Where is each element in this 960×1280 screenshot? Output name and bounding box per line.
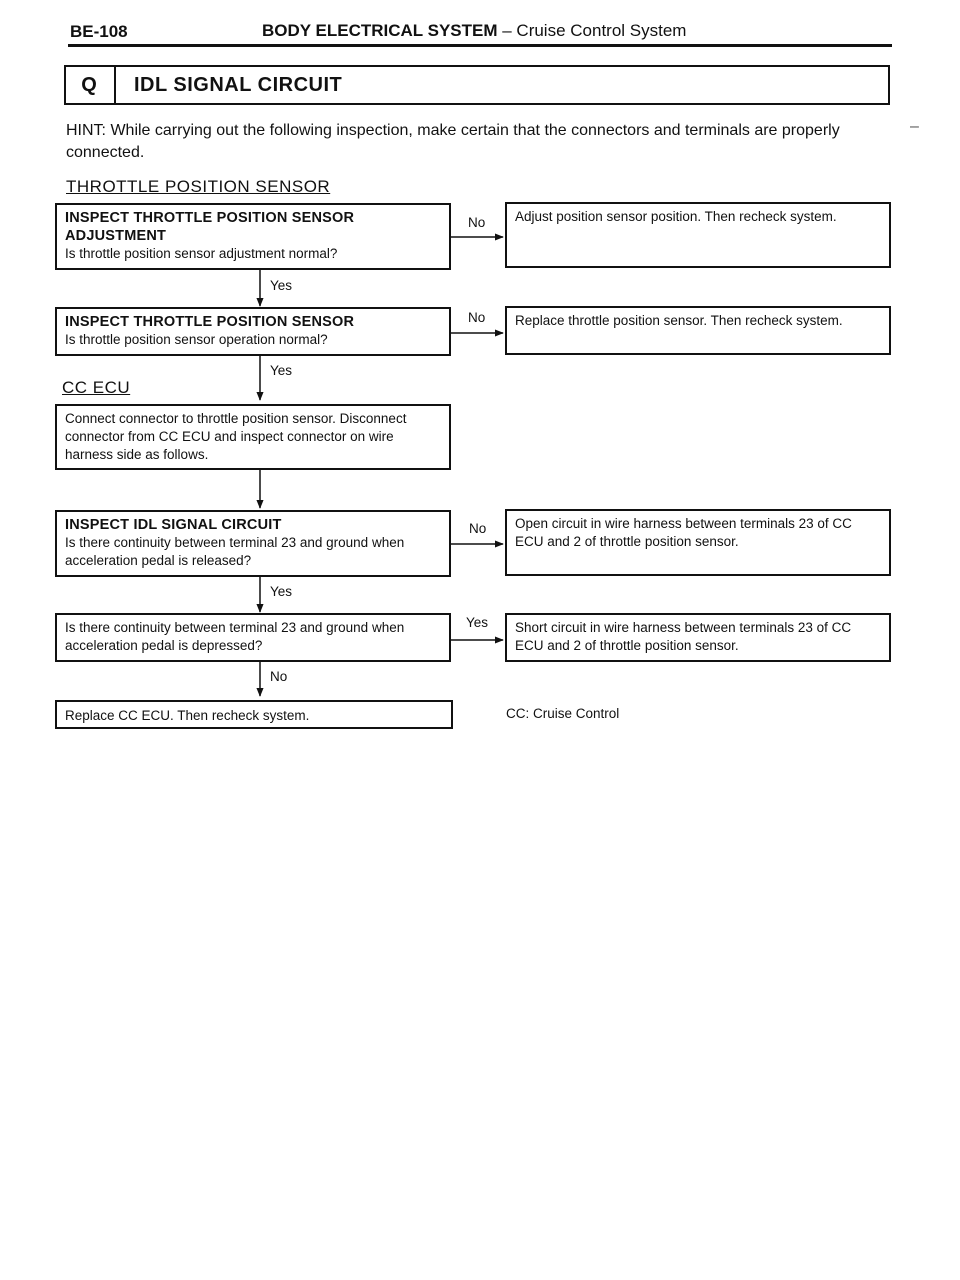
step5-question: Is there continuity between terminal 23 and ground when acceleration pedal is depressed?: [65, 620, 405, 653]
result5-text: Short circuit in wire harness between terminals 23 of CC ECU and 2 of throttle position sensor.: [515, 620, 852, 653]
step1-question: Is throttle position sensor adjustment normal?: [65, 246, 338, 261]
header-title-rest: – Cruise Control System: [497, 21, 687, 40]
down-label-step1: Yes: [270, 278, 293, 293]
step4-box: [55, 510, 451, 577]
section-letter: Q: [64, 65, 116, 105]
step6-box: [55, 700, 453, 729]
result4-text: Open circuit in wire harness between terminals 23 of CC ECU and 2 of throttle position sensor.: [515, 516, 852, 549]
branch-label-step1: No: [468, 215, 486, 230]
down-label-step4: Yes: [270, 584, 293, 599]
header-title-bold: BODY ELECTRICAL SYSTEM: [262, 21, 498, 40]
result1-box: [505, 202, 891, 268]
page-number: BE-108: [70, 22, 128, 41]
margin-mark: –: [910, 118, 919, 135]
branch-label-step4: No: [469, 521, 487, 536]
branch-label-step5: Yes: [466, 615, 489, 630]
step6-text: Replace CC ECU. Then recheck system.: [65, 708, 310, 723]
subhead-throttle-position-sensor: THROTTLE POSITION SENSOR: [66, 177, 331, 196]
footnote-abbreviation: CC: Cruise Control: [506, 706, 620, 721]
step5-box: [55, 613, 451, 662]
step1-box: [55, 203, 451, 270]
result1-text: Adjust position sensor position. Then recheck system.: [515, 209, 837, 224]
hint-text: HINT: While carrying out the following inspection, make certain that the connectors and terminals are properly connected.: [66, 122, 840, 161]
step2-title: INSPECT THROTTLE POSITION SENSOR: [65, 314, 355, 330]
step3-box: [55, 404, 451, 470]
down-label-step5: No: [270, 669, 288, 684]
down-label-step2: Yes: [270, 363, 293, 378]
step2-box: [55, 307, 451, 356]
step4-question: Is there continuity between terminal 23 and ground when acceleration pedal is released?: [65, 535, 405, 568]
branch-label-step2: No: [468, 310, 486, 325]
step1-title: INSPECT THROTTLE POSITION SENSOR ADJUSTMENT: [65, 210, 355, 244]
result2-box: [505, 306, 891, 355]
step4-title: INSPECT IDL SIGNAL CIRCUIT: [65, 517, 282, 533]
step2-question: Is throttle position sensor operation normal?: [65, 332, 328, 347]
step3-text: Connect connector to throttle position sensor. Disconnect connector from CC ECU and inspect connector on wire harness side as follows.: [65, 411, 407, 462]
subhead-cc-ecu: CC ECU: [62, 378, 131, 397]
section-title: IDL SIGNAL CIRCUIT: [134, 74, 343, 96]
result5-box: [505, 613, 891, 662]
result4-box: [505, 509, 891, 576]
result2-text: Replace throttle position sensor. Then recheck system.: [515, 313, 843, 328]
